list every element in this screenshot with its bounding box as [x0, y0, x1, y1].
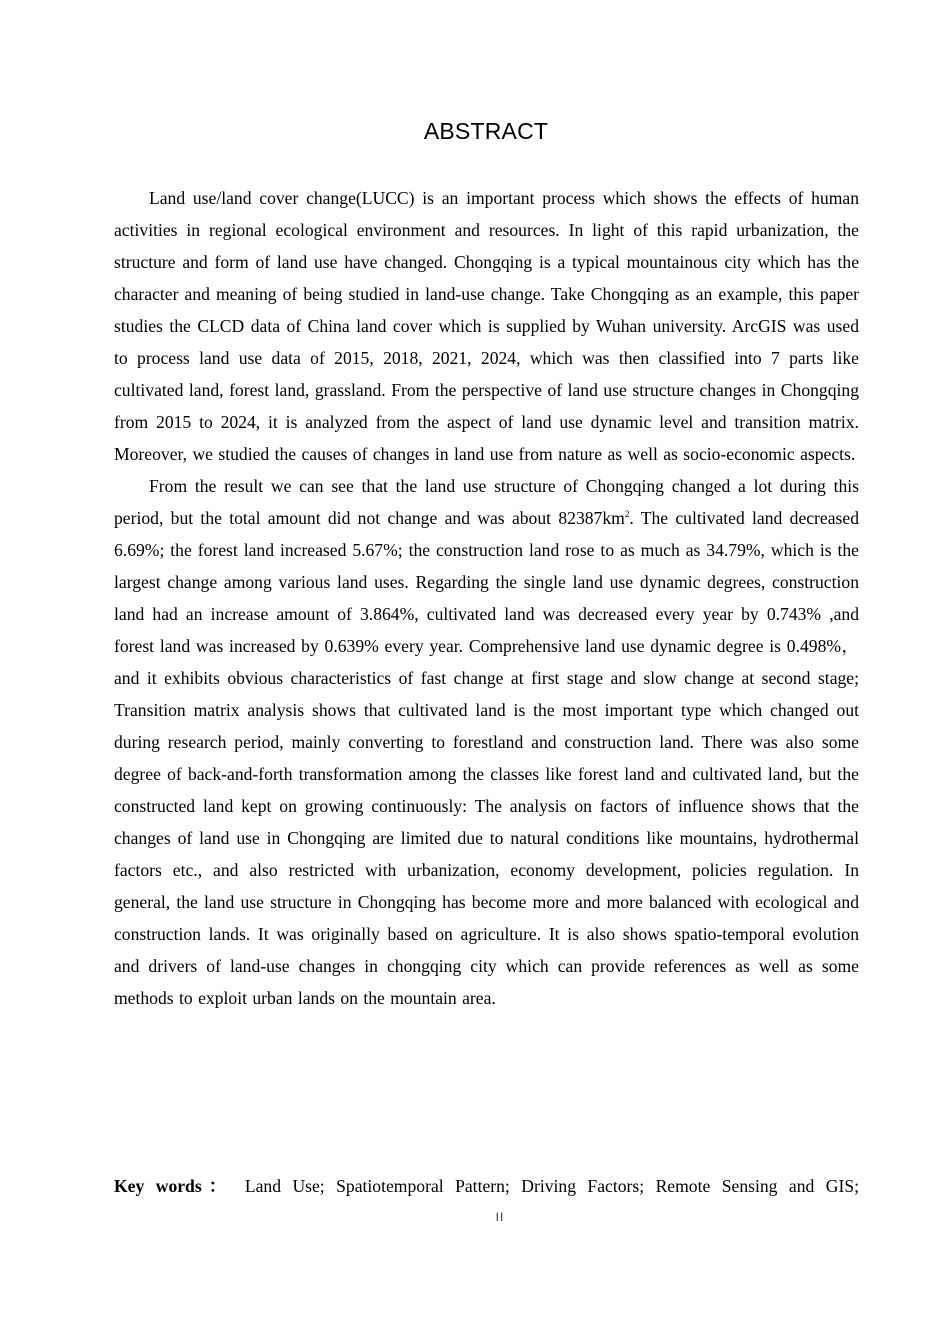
keywords-label: Key words： — [114, 1176, 234, 1196]
keywords-line — [114, 1171, 859, 1201]
paragraph-2-text-start: From the result we can see that the land use structure of Chongqing changed a lot during this period, but the total amount did not change and was about 82387km — [114, 476, 859, 528]
abstract-paragraph-1: Land use/land cover change(LUCC) is an important process which shows the effects of human activities in regional ecological environment and resources. In light of this rapid urbanization, the structure and form of land use have changed. Chongqing is a typical mountainous city which has the character and meaning of being studied in land-use change. Take Chongqing as an example, this paper studies the CLCD data of China land cover which is supplied by Wuhan university. ArcGIS was used to process land use data of 2015, 2018, 2021, 2024, which was then classified into 7 parts like cultivated land, forest land, grassland. From the perspective of land use structure changes in Chongqing from 2015 to 2024, it is analyzed from the aspect of land use dynamic level and transition matrix. Moreover, we studied the causes of changes in land use from nature as well as socio-economic aspects. — [114, 188, 859, 464]
abstract-paragraph-2 — [114, 470, 859, 1014]
abstract-title: ABSTRACT — [423, 118, 549, 144]
keywords-text: Land Use; Spatiotemporal Pattern; Driving Factors; Remote Sensing and GIS; — [244, 1176, 859, 1196]
paragraph-2-text-end: . The cultivated land decreased 6.69%; the forest land increased 5.67%; the construction land rose to as much as 34.79%, which is the largest change among various land uses. Regarding the single land use dynamic degrees, construction land had an increase amount of 3.864%, cultivated land was decreased every year by 0.743% ,and forest land was increased by 0.639% every year. Comprehensive land use dynamic degree is 0.498%， and it exhibits obvious characteristics of fast change at first stage and slow change at second stage; Transition matrix analysis shows that cultivated land is the most important type which changed out during research period, mainly converting to forestland and construction land. There was also some degree of back-and-forth transformation among the classes like forest land and cultivated land, but the constructed land kept on growing continuously: The analysis on factors of influence shows that the changes of land use in Chongqing are limited due to natural conditions like mountains, hydrothermal factors etc., and also restricted with urbanization, economy development, policies regulation. In general, the land use structure in Chongqing has become more and more balanced with ecological and construction lands. It was originally based on agriculture. It is also shows spatio-temporal evolution and drivers of land-use changes in chongqing city which can provide references as well as some methods to exploit urban lands on the mountain area. — [114, 508, 859, 1008]
page-number: II — [495, 1210, 505, 1224]
superscript-exponent: 2 — [624, 509, 630, 519]
abstract-body — [114, 182, 859, 1014]
